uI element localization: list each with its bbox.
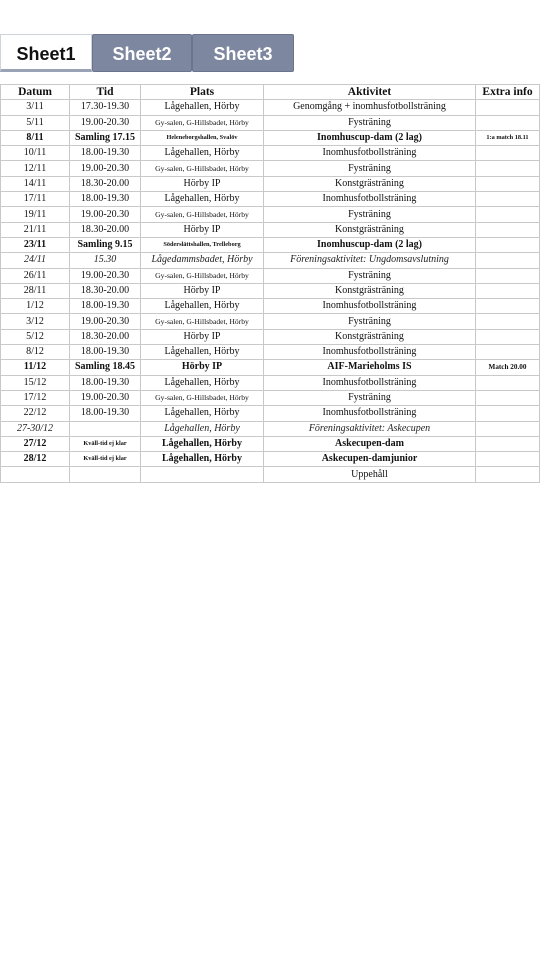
cell-plats[interactable]: Lågehallen, Hörby xyxy=(141,406,264,421)
cell-plats[interactable]: Hörby IP xyxy=(141,360,264,375)
cell-tid[interactable]: Kväll-tid ej klar xyxy=(70,436,141,451)
cell-tid[interactable]: 17.30-19.30 xyxy=(70,100,141,115)
cell-tid[interactable]: 18.30-20.00 xyxy=(70,283,141,298)
cell-datum[interactable]: 14/11 xyxy=(1,176,70,191)
table-row xyxy=(1,314,540,329)
cell-plats[interactable]: Gy-salen, G-Hillsbadet, Hörby xyxy=(141,314,264,329)
cell-datum[interactable]: 8/12 xyxy=(1,345,70,360)
schedule-table xyxy=(0,84,540,483)
header-datum[interactable]: Datum xyxy=(1,85,70,100)
table-row xyxy=(1,375,540,390)
table-row xyxy=(1,253,540,268)
cell-extra-info[interactable] xyxy=(476,406,540,421)
cell-datum[interactable]: 17/11 xyxy=(1,192,70,207)
cell-datum[interactable]: 24/11 xyxy=(1,253,70,268)
cell-extra-info[interactable] xyxy=(476,436,540,451)
cell-extra-info[interactable] xyxy=(476,314,540,329)
cell-datum[interactable]: 11/12 xyxy=(1,360,70,375)
cell-tid[interactable]: Samling 17.15 xyxy=(70,130,141,145)
table-row xyxy=(1,237,540,252)
cell-aktivitet[interactable]: Konstgrästräning xyxy=(264,329,476,344)
cell-plats[interactable]: Gy-salen, G-Hillsbadet, Hörby xyxy=(141,390,264,405)
cell-datum[interactable]: 8/11 xyxy=(1,130,70,145)
table-row xyxy=(1,345,540,360)
cell-aktivitet[interactable]: Uppehåll xyxy=(264,467,476,482)
cell-aktivitet[interactable]: Inomhusfotbollsträning xyxy=(264,345,476,360)
cell-datum[interactable]: 3/12 xyxy=(1,314,70,329)
cell-aktivitet[interactable]: Fysträning xyxy=(264,161,476,176)
cell-tid[interactable]: 19.00-20.30 xyxy=(70,161,141,176)
cell-plats[interactable]: Gy-salen, G-Hillsbadet, Hörby xyxy=(141,207,264,222)
cell-datum[interactable]: 3/11 xyxy=(1,100,70,115)
cell-aktivitet[interactable]: Fysträning xyxy=(264,268,476,283)
cell-plats[interactable]: Lågehallen, Hörby xyxy=(141,375,264,390)
cell-extra-info[interactable] xyxy=(476,192,540,207)
table-row xyxy=(1,421,540,436)
cell-datum[interactable]: 27-30/12 xyxy=(1,421,70,436)
cell-plats[interactable]: Lågehallen, Hörby xyxy=(141,146,264,161)
cell-plats[interactable]: Hörby IP xyxy=(141,283,264,298)
cell-aktivitet[interactable]: Konstgrästräning xyxy=(264,283,476,298)
tab-sheet1[interactable]: Sheet1 xyxy=(0,34,92,72)
cell-aktivitet[interactable]: Askecupen-damjunior xyxy=(264,452,476,467)
table-row xyxy=(1,283,540,298)
cell-aktivitet[interactable]: Föreningsaktivitet: Askecupen xyxy=(264,421,476,436)
cell-aktivitet[interactable]: Inomhusfotbollsträning xyxy=(264,192,476,207)
cell-datum[interactable]: 22/12 xyxy=(1,406,70,421)
cell-tid[interactable]: 19.00-20.30 xyxy=(70,314,141,329)
cell-extra-info[interactable] xyxy=(476,421,540,436)
table-row xyxy=(1,176,540,191)
header-tid[interactable]: Tid xyxy=(70,85,141,100)
cell-aktivitet[interactable]: Föreningsaktivitet: Ungdomsavslutning xyxy=(264,253,476,268)
table-row xyxy=(1,452,540,467)
table-row xyxy=(1,192,540,207)
cell-extra-info[interactable] xyxy=(476,176,540,191)
table-row xyxy=(1,299,540,314)
table-row xyxy=(1,406,540,421)
cell-tid[interactable]: 18.30-20.00 xyxy=(70,329,141,344)
cell-extra-info[interactable] xyxy=(476,237,540,252)
header-row xyxy=(1,85,540,100)
cell-datum[interactable]: 12/11 xyxy=(1,161,70,176)
table-row xyxy=(1,329,540,344)
cell-extra-info[interactable] xyxy=(476,222,540,237)
table-row xyxy=(1,161,540,176)
cell-extra-info[interactable] xyxy=(476,115,540,130)
cell-plats[interactable]: Heleneborgshallen, Svalöv xyxy=(141,130,264,145)
cell-tid[interactable] xyxy=(70,467,141,482)
cell-aktivitet[interactable]: Fysträning xyxy=(264,207,476,222)
cell-tid[interactable]: 18.00-19.30 xyxy=(70,345,141,360)
cell-datum[interactable]: 26/11 xyxy=(1,268,70,283)
table-row xyxy=(1,207,540,222)
cell-datum[interactable]: 19/11 xyxy=(1,207,70,222)
cell-aktivitet[interactable]: Fysträning xyxy=(264,390,476,405)
table-row xyxy=(1,222,540,237)
table-row xyxy=(1,467,540,482)
cell-plats[interactable]: Hörby IP xyxy=(141,222,264,237)
cell-extra-info[interactable] xyxy=(476,161,540,176)
cell-plats[interactable]: Gy-salen, G-Hillsbadet, Hörby xyxy=(141,268,264,283)
cell-tid[interactable]: 19.00-20.30 xyxy=(70,207,141,222)
cell-aktivitet[interactable]: Askecupen-dam xyxy=(264,436,476,451)
cell-extra-info[interactable] xyxy=(476,299,540,314)
cell-extra-info[interactable] xyxy=(476,253,540,268)
cell-aktivitet[interactable]: AIF-Marieholms IS xyxy=(264,360,476,375)
table-row xyxy=(1,115,540,130)
cell-aktivitet[interactable]: Inomhusfotbollsträning xyxy=(264,375,476,390)
cell-tid[interactable]: Samling 18.45 xyxy=(70,360,141,375)
cell-tid[interactable] xyxy=(70,421,141,436)
cell-plats[interactable]: Gy-salen, G-Hillsbadet, Hörby xyxy=(141,115,264,130)
table-row xyxy=(1,146,540,161)
cell-tid[interactable]: 18.00-19.30 xyxy=(70,299,141,314)
table-row xyxy=(1,390,540,405)
cell-extra-info[interactable] xyxy=(476,268,540,283)
cell-datum[interactable]: 27/12 xyxy=(1,436,70,451)
cell-datum[interactable]: 21/11 xyxy=(1,222,70,237)
header-extra-info[interactable]: Extra info xyxy=(476,85,540,100)
cell-tid[interactable]: 18.00-19.30 xyxy=(70,146,141,161)
cell-aktivitet[interactable]: Inomhusfotbollsträning xyxy=(264,406,476,421)
cell-datum[interactable]: 10/11 xyxy=(1,146,70,161)
cell-tid[interactable]: 18.00-19.30 xyxy=(70,406,141,421)
cell-plats[interactable]: Lågedammsbadet, Hörby xyxy=(141,253,264,268)
cell-extra-info[interactable] xyxy=(476,375,540,390)
header-plats[interactable]: Plats xyxy=(141,85,264,100)
cell-aktivitet[interactable]: Inomhusfotbollsträning xyxy=(264,299,476,314)
cell-plats[interactable] xyxy=(141,467,264,482)
cell-extra-info[interactable] xyxy=(476,329,540,344)
cell-datum[interactable]: 5/11 xyxy=(1,115,70,130)
cell-datum[interactable] xyxy=(1,467,70,482)
cell-extra-info[interactable]: 1:a match 18.11 xyxy=(476,130,540,145)
cell-tid[interactable]: 15.30 xyxy=(70,253,141,268)
cell-extra-info[interactable] xyxy=(476,390,540,405)
cell-datum[interactable]: 17/12 xyxy=(1,390,70,405)
cell-datum[interactable]: 28/12 xyxy=(1,452,70,467)
table-row xyxy=(1,436,540,451)
cell-extra-info[interactable] xyxy=(476,452,540,467)
table-row xyxy=(1,268,540,283)
header-aktivitet[interactable]: Aktivitet xyxy=(264,85,476,100)
table-row xyxy=(1,360,540,375)
cell-extra-info[interactable] xyxy=(476,467,540,482)
cell-plats[interactable]: Hörby IP xyxy=(141,329,264,344)
cell-tid[interactable]: 19.00-20.30 xyxy=(70,115,141,130)
cell-tid[interactable]: 18.30-20.00 xyxy=(70,222,141,237)
cell-aktivitet[interactable]: Konstgrästräning xyxy=(264,222,476,237)
table-row xyxy=(1,130,540,145)
tab-sheet3[interactable]: Sheet3 xyxy=(192,34,294,72)
cell-aktivitet[interactable]: Inomhuscup-dam (2 lag) xyxy=(264,130,476,145)
cell-aktivitet[interactable]: Inomhusfotbollsträning xyxy=(264,146,476,161)
sheet-tab-bar xyxy=(0,34,541,72)
cell-aktivitet[interactable]: Genomgång + inomhusfotbollsträning xyxy=(264,100,476,115)
tab-sheet2[interactable]: Sheet2 xyxy=(92,34,192,72)
cell-plats[interactable]: Lågehallen, Hörby xyxy=(141,436,264,451)
cell-tid[interactable]: Kväll-tid ej klar xyxy=(70,452,141,467)
cell-aktivitet[interactable]: Fysträning xyxy=(264,314,476,329)
cell-extra-info[interactable]: Match 20.00 xyxy=(476,360,540,375)
cell-plats[interactable]: Söderslättshallen, Trelleborg xyxy=(141,237,264,252)
cell-extra-info[interactable] xyxy=(476,100,540,115)
cell-tid[interactable]: 19.00-20.30 xyxy=(70,390,141,405)
cell-tid[interactable]: 18.00-19.30 xyxy=(70,375,141,390)
cell-aktivitet[interactable]: Fysträning xyxy=(264,115,476,130)
cell-extra-info[interactable] xyxy=(476,207,540,222)
cell-plats[interactable]: Hörby IP xyxy=(141,176,264,191)
cell-datum[interactable]: 5/12 xyxy=(1,329,70,344)
cell-tid[interactable]: 19.00-20.30 xyxy=(70,268,141,283)
cell-plats[interactable]: Lågehallen, Hörby xyxy=(141,421,264,436)
cell-plats[interactable]: Lågehallen, Hörby xyxy=(141,299,264,314)
cell-plats[interactable]: Lågehallen, Hörby xyxy=(141,452,264,467)
cell-aktivitet[interactable]: Inomhuscup-dam (2 lag) xyxy=(264,237,476,252)
cell-plats[interactable]: Lågehallen, Hörby xyxy=(141,192,264,207)
cell-datum[interactable]: 23/11 xyxy=(1,237,70,252)
cell-datum[interactable]: 1/12 xyxy=(1,299,70,314)
cell-aktivitet[interactable]: Konstgrästräning xyxy=(264,176,476,191)
cell-extra-info[interactable] xyxy=(476,283,540,298)
cell-tid[interactable]: Samling 9.15 xyxy=(70,237,141,252)
cell-plats[interactable]: Gy-salen, G-Hillsbadet, Hörby xyxy=(141,161,264,176)
cell-plats[interactable]: Lågehallen, Hörby xyxy=(141,100,264,115)
cell-tid[interactable]: 18.30-20.00 xyxy=(70,176,141,191)
cell-datum[interactable]: 15/12 xyxy=(1,375,70,390)
cell-extra-info[interactable] xyxy=(476,345,540,360)
cell-tid[interactable]: 18.00-19.30 xyxy=(70,192,141,207)
table-row xyxy=(1,100,540,115)
cell-plats[interactable]: Lågehallen, Hörby xyxy=(141,345,264,360)
cell-extra-info[interactable] xyxy=(476,146,540,161)
cell-datum[interactable]: 28/11 xyxy=(1,283,70,298)
